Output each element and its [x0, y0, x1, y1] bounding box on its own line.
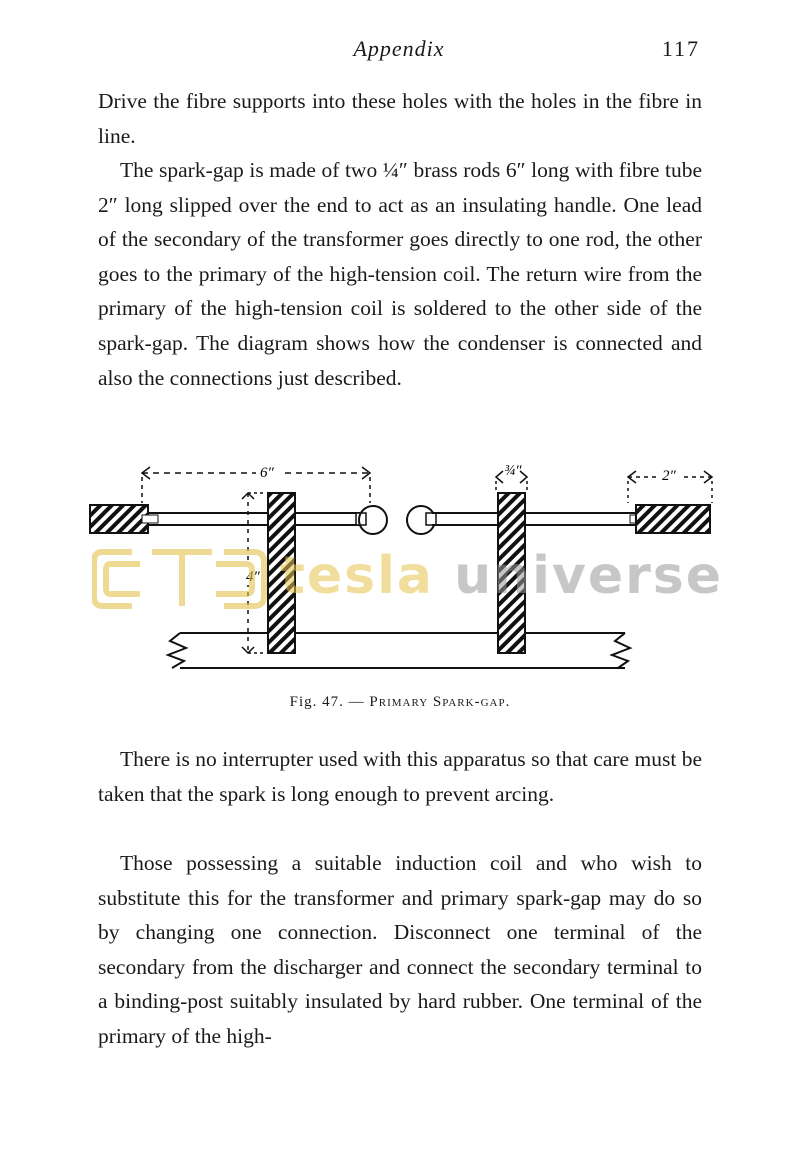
running-title: Appendix	[353, 36, 445, 61]
running-header	[98, 36, 700, 66]
left-fibre-support	[268, 493, 295, 653]
paragraph-induction-coil: Those possessing a suitable induction coil and who wish to substitute this for the transformer and primary spark-gap may do so by changing one connection. Disconnect one terminal of the secondary from the discharger and connect the secondary terminal to a binding-post suitably insulated by hard rubber. One terminal of the primary of the high-	[98, 851, 702, 1048]
dim-label-3-4in: ¾″	[504, 463, 522, 479]
dimension-3-4in	[496, 463, 527, 491]
watermark-word-tesla: tesla	[280, 546, 434, 606]
caption-figure-number: Fig. 47. —	[289, 694, 365, 710]
figure-caption	[0, 694, 800, 711]
dim-label-6in: 6″	[260, 465, 274, 481]
dim-label-4in: 4″	[246, 569, 260, 585]
left-rod	[90, 505, 387, 534]
paragraph-fibre-supports: Drive the fibre supports into these holes with the holes in the fibre in line.	[98, 89, 702, 148]
dimension-4in	[242, 493, 266, 653]
base-board	[168, 633, 630, 668]
dimension-2in	[628, 465, 712, 503]
spark-gap-diagram	[80, 455, 720, 685]
page-number: 117	[661, 36, 700, 61]
caption-title: Primary Spark-gap.	[369, 694, 511, 710]
dimension-6in	[142, 461, 370, 503]
right-rod	[407, 505, 710, 534]
right-fibre-support	[498, 493, 525, 653]
paragraph-interrupter: There is no interrupter used with this apparatus so that care must be taken that the spark is long enough to prevent arcing.	[98, 747, 702, 806]
watermark-word-universe: universe	[454, 546, 723, 606]
paragraph-spark-gap: The spark-gap is made of two ¼″ brass rods 6″ long with fibre tube 2″ long slipped over the end to act as an insulating handle. One lead of the secondary of the transformer goes directly to one rod, the other goes to the primary of the high-tension coil. The return wire from the primary of the high-tension coil is soldered to the other side of the spark-gap. The diagram shows how the condenser is connected and also the connections just described.	[98, 158, 702, 390]
dim-label-2in: 2″	[662, 468, 676, 484]
